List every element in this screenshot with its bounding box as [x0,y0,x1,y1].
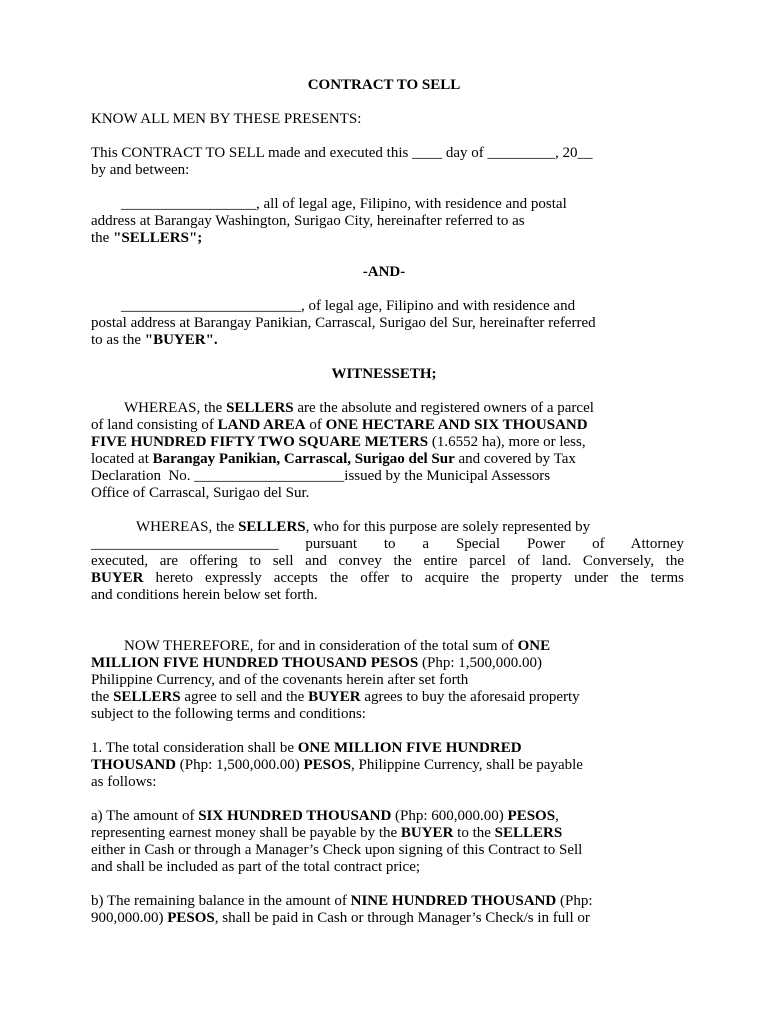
now-therefore-line: Philippine Currency, and of the covenants herein after set forth [91,672,469,688]
whereas1-line: located at Barangay Panikian, Carrascal, Surigao del Sur and covered by Tax [91,451,576,467]
whereas1-line: FIVE HUNDRED FIFTY TWO SQUARE METERS (1.6552 ha), more or less, [91,434,586,450]
sellers-party-line: __________________, all of legal age, Filipino, with residence and postal [121,196,567,212]
sellers-party-line: address at Barangay Washington, Surigao City, hereinafter referred to as [91,213,525,229]
document-title: CONTRACT TO SELL [307,77,461,93]
whereas1-line: Office of Carrascal, Surigao del Sur. [91,485,310,501]
buyer-party-line: to as the "BUYER". [91,332,218,348]
whereas2-line: _________________________ pursuant to a Special Power of Attorney [91,536,684,552]
term-a-line: and shall be included as part of the total contract price; [91,859,421,875]
now-therefore-line: NOW THEREFORE, for and in consideration of the total sum of ONE [124,638,551,654]
buyer-party-line: postal address at Barangay Panikian, Carrascal, Surigao del Sur, hereinafter referred [91,315,596,331]
term-1-line: THOUSAND (Php: 1,500,000.00) PESOS, Philippine Currency, shall be payable [91,757,583,773]
whereas1-line: of land consisting of LAND AREA of ONE HECTARE AND SIX THOUSAND [91,417,588,433]
whereas2-line: and conditions herein below set forth. [91,587,318,603]
whereas2-line: WHEREAS, the SELLERS, who for this purpose are solely represented by [136,519,591,535]
term-1-line: 1. The total consideration shall be ONE MILLION FIVE HUNDRED [91,740,522,756]
term-b-line: 900,000.00) PESOS, shall be paid in Cash or through Manager’s Check/s in full or [91,910,590,926]
buyer-party-line: ________________________, of legal age, Filipino and with residence and [121,298,576,314]
and-separator: -AND- [362,264,406,280]
whereas1-line: Declaration No. ____________________issued by the Municipal Assessors [91,468,551,484]
whereas1-line: WHEREAS, the SELLERS are the absolute and registered owners of a parcel [124,400,594,416]
intro-line: by and between: [91,162,190,178]
preamble: KNOW ALL MEN BY THESE PRESENTS: [91,111,362,127]
term-a-line: a) The amount of SIX HUNDRED THOUSAND (Php: 600,000.00) PESOS, [91,808,559,824]
now-therefore-line: subject to the following terms and conditions: [91,706,366,722]
now-therefore-line: the SELLERS agree to sell and the BUYER agrees to buy the aforesaid property [91,689,580,705]
whereas2-line: executed, are offering to sell and convey the entire parcel of land. Conversely, the [91,553,684,569]
term-b-line: b) The remaining balance in the amount of NINE HUNDRED THOUSAND (Php: [91,893,593,909]
witnesseth-heading: WITNESSETH; [331,366,437,382]
intro-line: This CONTRACT TO SELL made and executed this ____ day of _________, 20__ [91,145,593,161]
now-therefore-line: MILLION FIVE HUNDRED THOUSAND PESOS (Php: 1,500,000.00) [91,655,543,671]
term-a-line: either in Cash or through a Manager’s Check upon signing of this Contract to Sell [91,842,583,858]
whereas2-line: BUYER hereto expressly accepts the offer to acquire the property under the terms [91,570,684,586]
term-a-line: representing earnest money shall be payable by the BUYER to the SELLERS [91,825,563,841]
sellers-party-line: the "SELLERS"; [91,230,203,246]
term-1-line: as follows: [91,774,157,790]
